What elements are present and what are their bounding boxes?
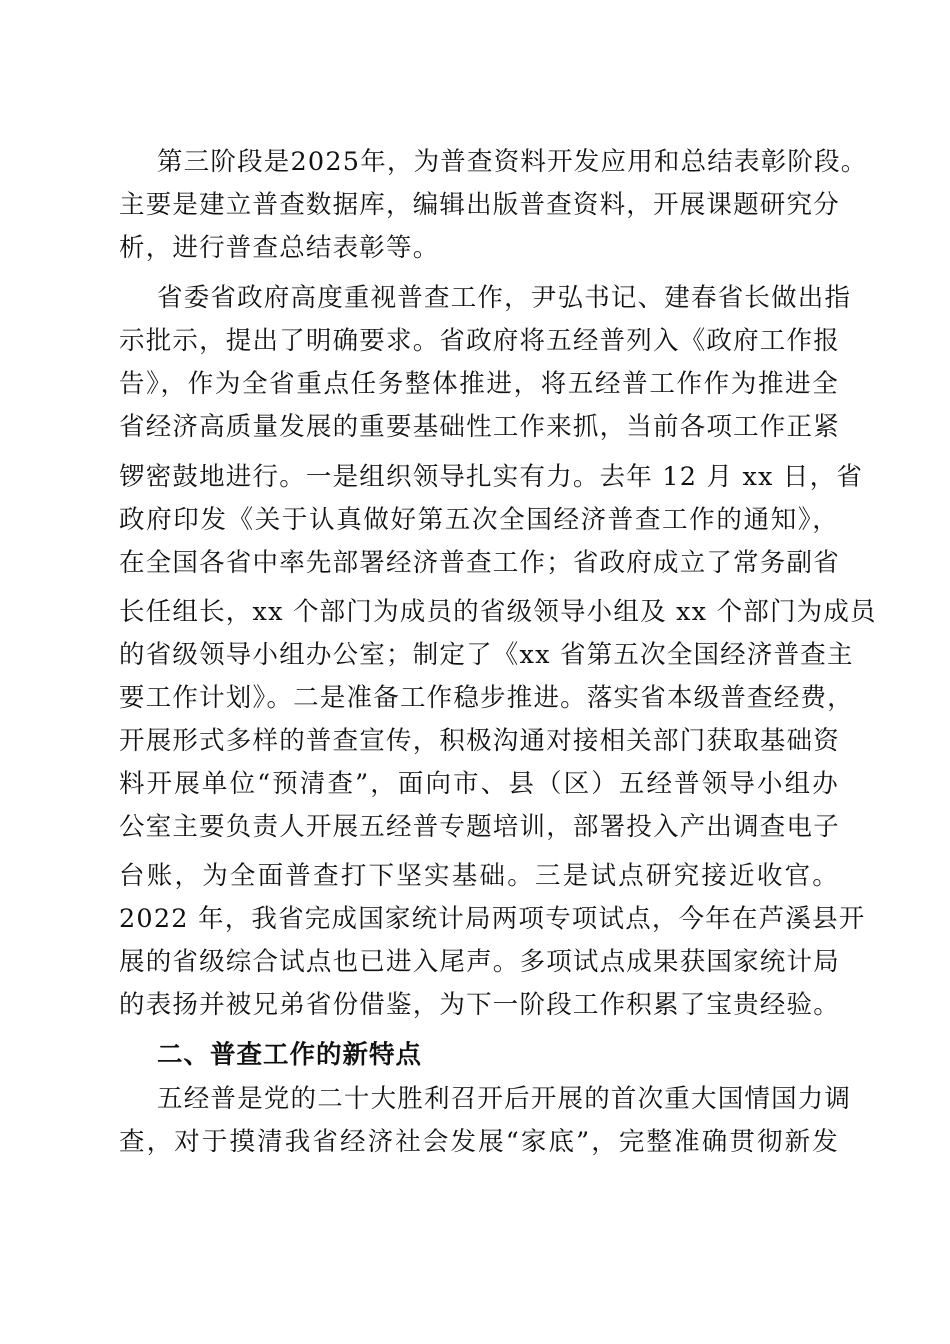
paragraph-line: 长任组长，xx 个部门为成员的省级领导小组及 xx 个部门为成员 xyxy=(119,597,877,627)
paragraph-line: 台账，为全面普查打下坚实基础。三是试点研究接近收官。 xyxy=(119,861,839,891)
paragraph-line: 公室主要负责人开展五经普专题培训，部署投入产出调查电子 xyxy=(119,812,840,842)
paragraph-line: 查，对于摸清我省经济社会发展“家底”，完整准确贯彻新发 xyxy=(119,1127,839,1157)
paragraph-line: 析，进行普查总结表彰等。 xyxy=(119,233,440,263)
paragraph-line: 第三阶段是2025年，为普查资料开发应用和总结表彰阶段。 xyxy=(157,147,868,177)
paragraph-line: 的省级领导小组办公室；制定了《xx 省第五次全国经济普查主 xyxy=(119,640,854,670)
paragraph-line: 政府印发《关于认真做好第五次全国经济普查工作的通知》， xyxy=(119,505,839,535)
paragraph-line: 五经普是党的二十大胜利召开后开展的首次重大国情国力调 xyxy=(157,1084,852,1114)
paragraph-line: 2022 年，我省完成国家统计局两项专项试点，今年在芦溪县开 xyxy=(119,904,866,934)
paragraph-line: 锣密鼓地进行。一是组织领导扎实有力。去年 12 月 xx 日，省 xyxy=(119,462,864,492)
paragraph-line: 开展形式多样的普查宣传，积极沟通对接相关部门获取基础资 xyxy=(119,726,840,756)
paragraph-line: 料开展单位“预清查”，面向市、县（区）五经普领导小组办 xyxy=(119,769,839,799)
paragraph-line: 示批示，提出了明确要求。省政府将五经普列入《政府工作报 xyxy=(119,326,840,356)
paragraph-line: 告》，作为全省重点任务整体推进，将五经普工作作为推进全 xyxy=(119,369,839,399)
paragraph-line: 主要是建立普查数据库，编辑出版普查资料，开展课题研究分 xyxy=(119,190,840,220)
paragraph-line: 要工作计划》。二是准备工作稳步推进。落实省本级普查经费， xyxy=(119,683,854,713)
paragraph-line: 省委省政府高度重视普查工作，尹弘书记、建春省长做出指 xyxy=(157,283,852,313)
paragraph-line: 展的省级综合试点也已进入尾声。多项试点成果获国家统计局 xyxy=(119,947,840,977)
paragraph-line: 的表扬并被兄弟省份借鉴，为下一阶段工作积累了宝贵经验。 xyxy=(119,990,840,1020)
section-heading: 二、普查工作的新特点 xyxy=(157,1040,423,1070)
paragraph-line: 在全国各省中率先部署经济普查工作；省政府成立了常务副省 xyxy=(119,548,840,578)
paragraph-line: 省经济高质量发展的重要基础性工作来抓，当前各项工作正紧 xyxy=(119,412,840,442)
